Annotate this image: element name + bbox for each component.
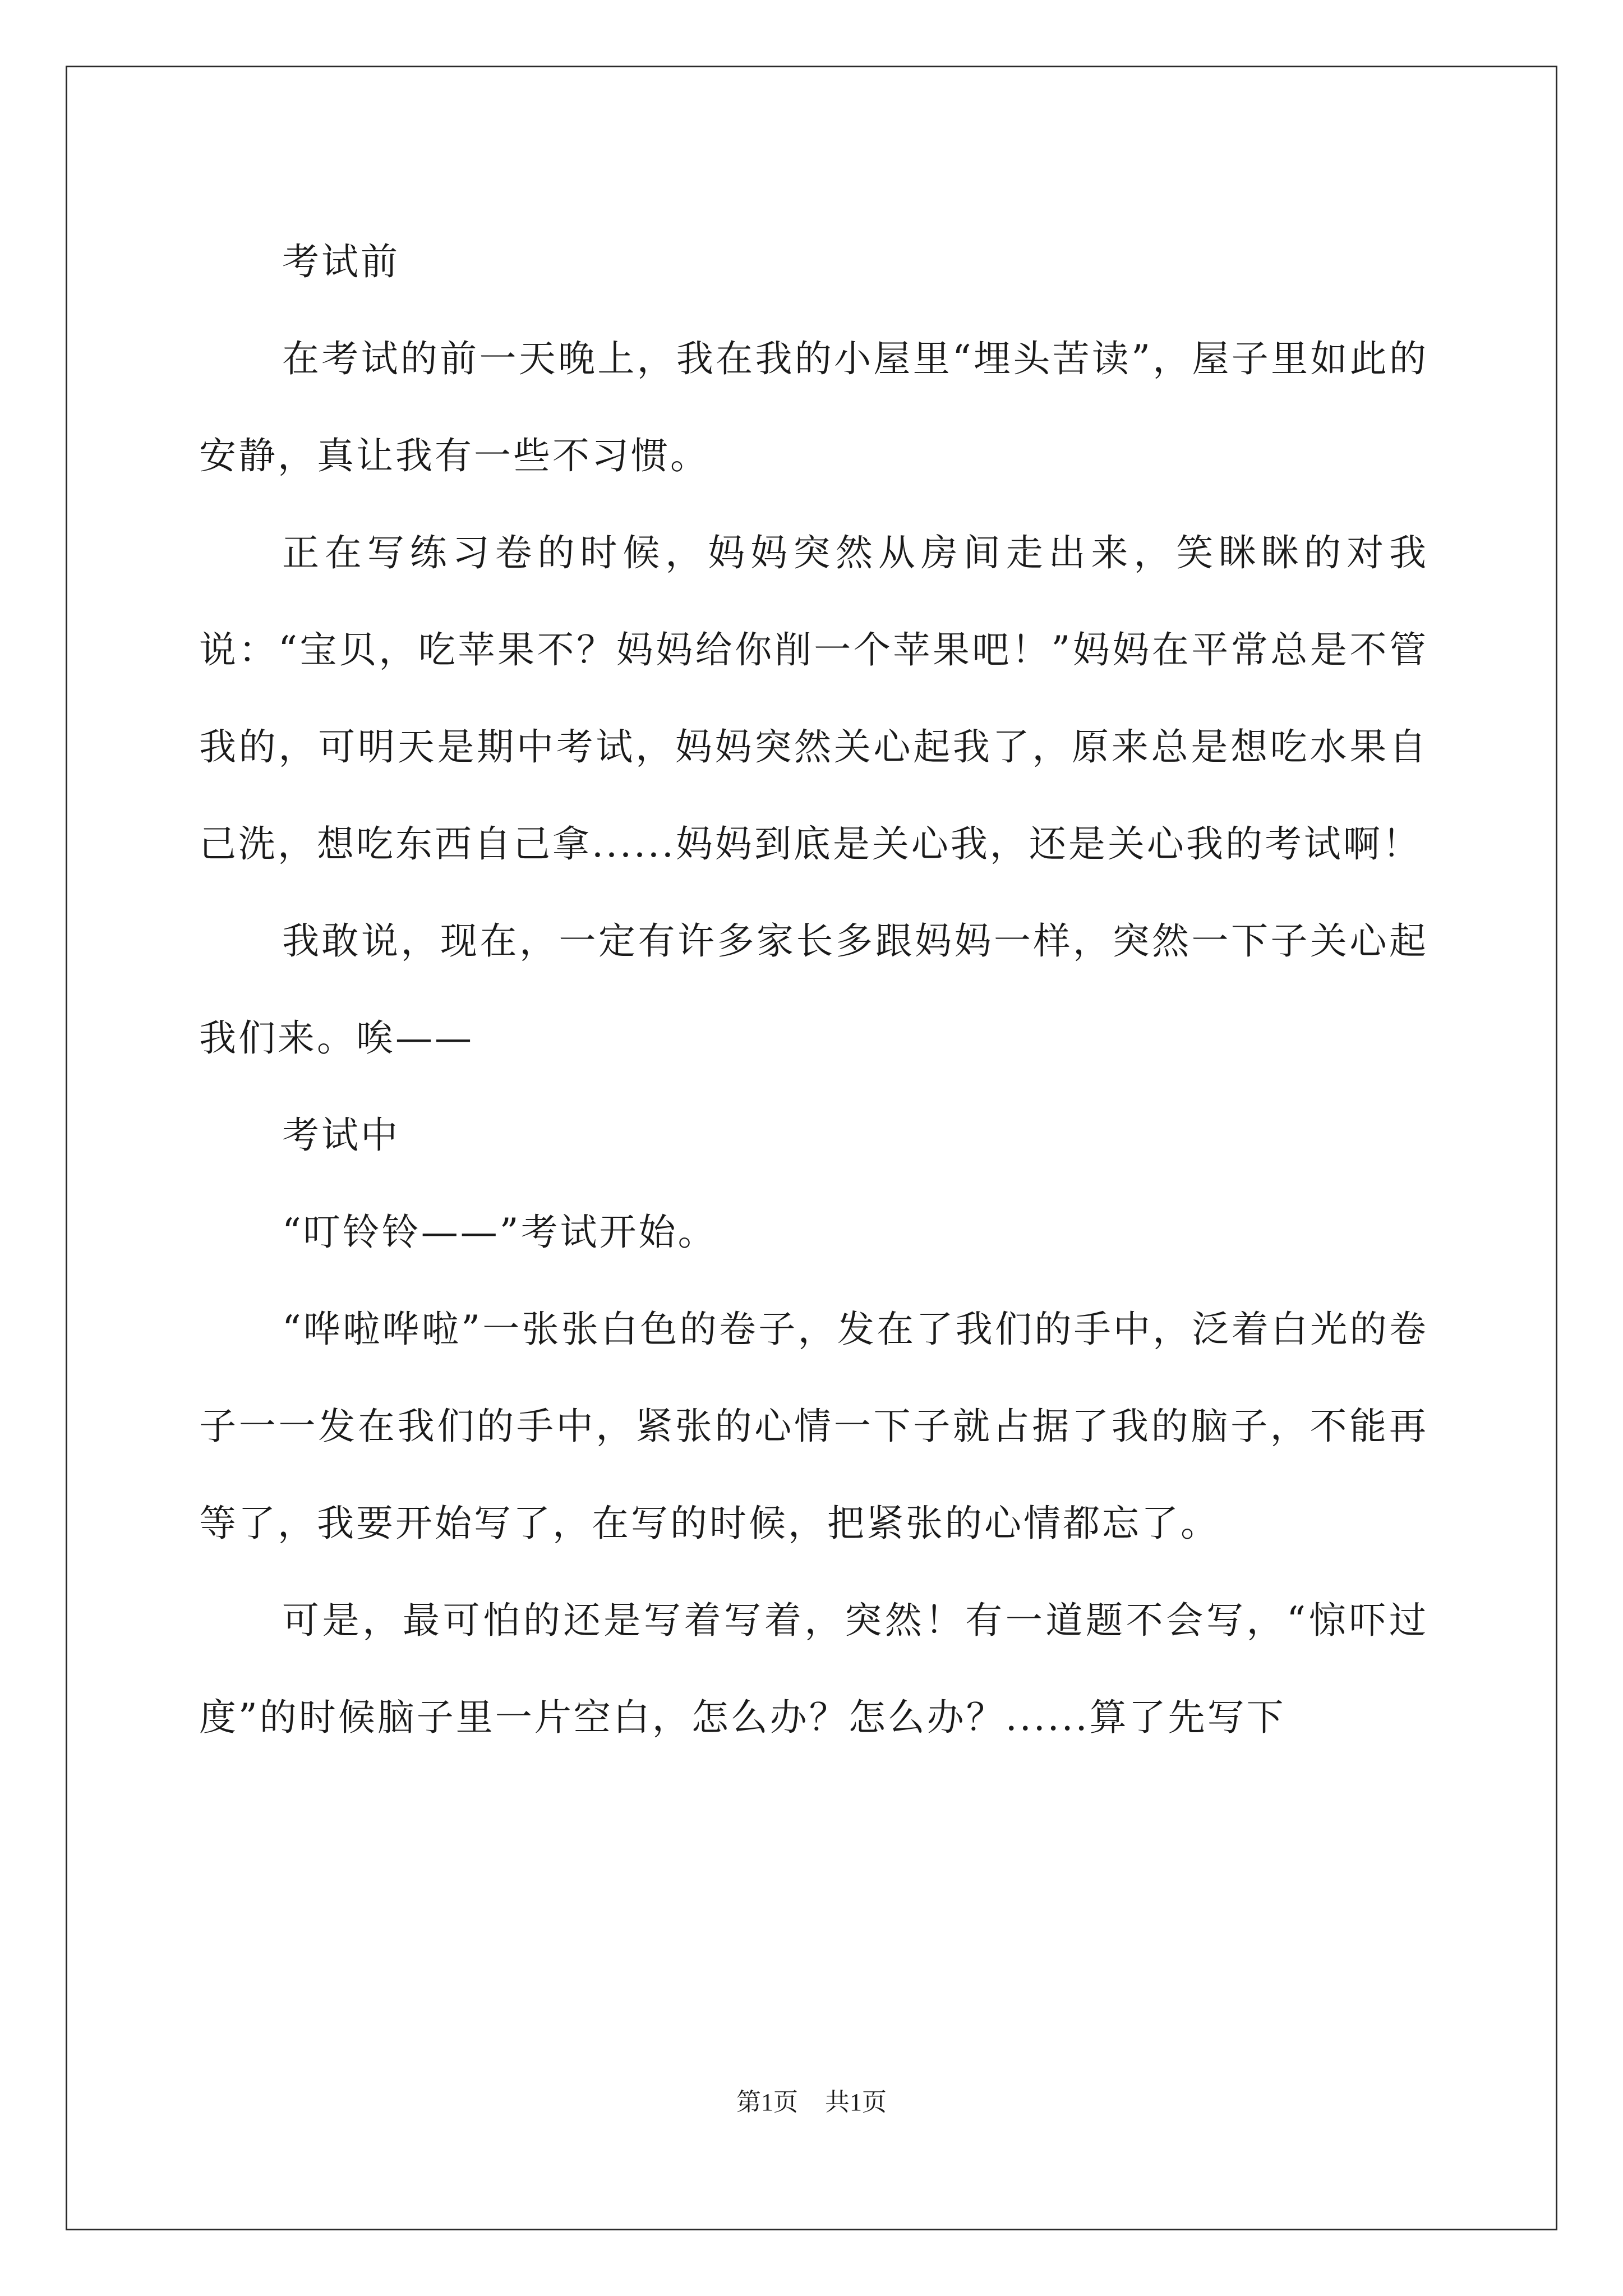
paragraph: “叮铃铃——”考试开始。 bbox=[282, 1211, 717, 1254]
page-footer bbox=[0, 2086, 1623, 2119]
document-body bbox=[199, 213, 1428, 1766]
paragraph: 我敢说，现在，一定有许多家长多跟妈妈一样，突然一下子关心起我们来。唉—— bbox=[199, 919, 1428, 1060]
page-total: 共1页 bbox=[825, 2088, 887, 2116]
paragraph: 正在写练习卷的时候，妈妈突然从房间走出来，笑眯眯的对我说：“宝贝，吃苹果不？妈妈给你削一个苹果吧！”妈妈在平常总是不管我的，可明天是期中考试，妈妈突然关心起我了，原来总是想吃水果自己洗，想吃东西自己拿......妈妈到底是关心我，还是关心我的考试啊！ bbox=[199, 531, 1428, 866]
section-heading-before-exam: 考试前 bbox=[282, 240, 400, 283]
paragraph: 在考试的前一天晚上，我在我的小屋里“埋头苦读”，屋子里如此的安静，真让我有一些不习惯。 bbox=[199, 337, 1428, 477]
page-number: 第1页 bbox=[736, 2088, 798, 2116]
section-heading-during-exam: 考试中 bbox=[282, 1114, 400, 1157]
paragraph: 可是，最可怕的还是写着写着，突然！有一道题不会写，“惊吓过度”的时候脑子里一片空白，怎么办？怎么办？......算了先写下 bbox=[199, 1599, 1428, 1739]
paragraph: “哗啦哗啦”一张张白色的卷子，发在了我们的手中，泛着白光的卷子一一发在我们的手中，紧张的心情一下子就占据了我的脑子，不能再等了，我要开始写了，在写的时候，把紧张的心情都忘了。 bbox=[199, 1308, 1428, 1545]
